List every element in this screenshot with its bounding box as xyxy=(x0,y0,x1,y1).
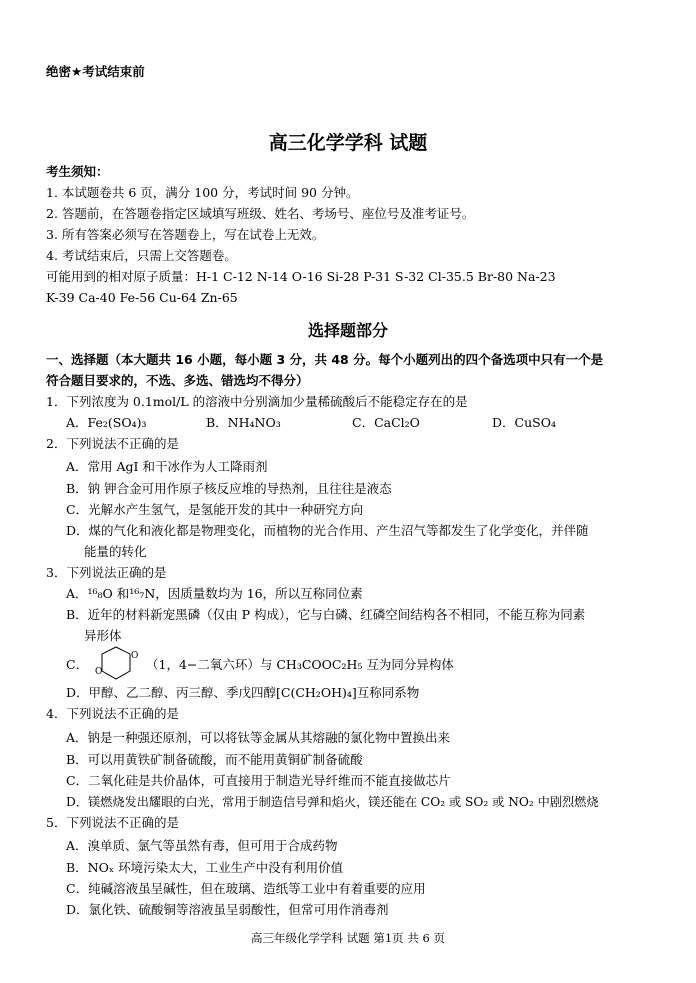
q3-option-a: A．¹⁶₈O 和¹⁶₇N，因质量数均为 16，所以互称同位素 xyxy=(66,586,363,601)
q2-option-a: A．常用 AgI 和干冰作为人工降雨剂 xyxy=(66,459,268,474)
dioxane-ring-bonds xyxy=(102,647,130,679)
section-intro-line-2: 符合题目要求的，不选、多选、错选均不得分） xyxy=(46,373,309,388)
page-footer: 高三年级化学学科 试题 第1页 共 6 页 xyxy=(251,931,445,945)
q3-option-b-line-1: B．近年的材料新宠黑磷（仅由 P 构成），它与白磷、红磷空间结构各不相同，不能互称为同素 xyxy=(66,607,586,622)
q5-option-b: B．NOₓ 环境污染太大，工业生产中没有利用价值 xyxy=(66,860,344,875)
q1-option-b: B．NH₄NO₃ xyxy=(206,415,281,430)
q1-option-c: C．CaCl₂O xyxy=(352,415,420,430)
notice-item-3: 3. 所有答案必须写在答题卷上，写在试卷上无效。 xyxy=(46,227,325,242)
q3-option-c-label: C． xyxy=(66,657,89,672)
q3-stem: 3．下列说法正确的是 xyxy=(46,565,167,580)
q2-option-d-line-2: 能量的转化 xyxy=(84,544,147,559)
atomic-masses-line-2: K-39 Ca-40 Fe-56 Cu-64 Zn-65 xyxy=(46,290,238,305)
dioxane-oxygen-1: O xyxy=(131,651,138,661)
page-title: 高三化学学科 试题 xyxy=(268,132,428,154)
notice-heading: 考生须知： xyxy=(46,164,109,179)
q1-option-a: A．Fe₂(SO₄)₃ xyxy=(66,415,147,430)
q5-option-a: A．溴单质、氯气等虽然有毒，但可用于合成药物 xyxy=(66,838,338,853)
q2-option-c: C．光解水产生氢气，是氢能开发的其中一种研究方向 xyxy=(66,502,364,517)
q1-option-d: D．CuSO₄ xyxy=(492,415,556,430)
dioxane-oxygen-2: O xyxy=(95,667,103,677)
q4-option-b: B．可以用黄铁矿制备硫酸，而不能用黄铜矿制备硫酸 xyxy=(66,752,363,767)
section-title: 选择题部分 xyxy=(307,321,388,340)
q5-stem: 5．下列说法不正确的是 xyxy=(46,815,179,830)
confidential-label: 绝密★考试结束前 xyxy=(46,64,145,79)
q1-stem: 1．下列浓度为 0.1mol/L 的溶液中分别滴加少量稀硫酸后不能稳定存在的是 xyxy=(46,394,468,409)
q3-option-c-text: （1，4−二氧六环）与 CH₃COOC₂H₅ 互为同分异构体 xyxy=(146,657,454,672)
q4-option-d: D．镁燃烧发出耀眼的白光，常用于制造信号弹和焰火，镁还能在 CO₂ 或 SO₂ 或 NO₂ 中剧烈燃烧 xyxy=(66,795,599,809)
notice-item-4: 4. 考试结束后，只需上交答题卷。 xyxy=(46,248,237,263)
dioxane-ring-structure xyxy=(94,643,138,683)
notice-item-1: 1. 本试题卷共 6 页，满分 100 分，考试时间 90 分钟。 xyxy=(46,185,359,200)
q4-stem: 4．下列说法不正确的是 xyxy=(46,706,179,721)
q5-option-c: C．纯碱溶液虽呈碱性，但在玻璃、造纸等工业中有着重要的应用 xyxy=(66,881,426,896)
q4-option-a: A．钠是一种强还原剂，可以将钛等金属从其熔融的氯化物中置换出来 xyxy=(66,730,451,745)
q2-option-b: B．钠 钾合金可用作原子核反应堆的导热剂，且往往是液态 xyxy=(66,481,392,496)
notice-item-2: 2. 答题前，在答题卷指定区域填写班级、姓名、考场号、座位号及准考证号。 xyxy=(46,206,475,221)
q3-option-b-line-2: 异形体 xyxy=(84,628,122,643)
q3-option-d: D．甲醇、乙二醇、丙三醇、季戊四醇[C(CH₂OH)₄]互称同系物 xyxy=(66,685,420,700)
q2-stem: 2．下列说法不正确的是 xyxy=(46,436,179,451)
section-intro-line-1: 一、选择题（本大题共 16 小题，每小题 3 分，共 48 分。每个小题列出的四个备选项中只有一个是 xyxy=(46,352,604,367)
q2-option-d-line-1: D．煤的气化和液化都是物理变化，而植物的光合作用、产生沼气等都发生了化学变化，并伴随 xyxy=(66,523,589,538)
q5-option-d: D．氯化铁、硫酸铜等溶液虽呈弱酸性，但常可用作消毒剂 xyxy=(66,902,389,917)
atomic-masses-line-1: 可能用到的相对原子质量：H-1 C-12 N-14 O-16 Si-28 P-31 S-32 Cl-35.5 Br-80 Na-23 xyxy=(46,269,556,284)
q4-option-c: C．二氧化硅是共价晶体，可直接用于制造光导纤维而不能直接做芯片 xyxy=(66,773,451,788)
